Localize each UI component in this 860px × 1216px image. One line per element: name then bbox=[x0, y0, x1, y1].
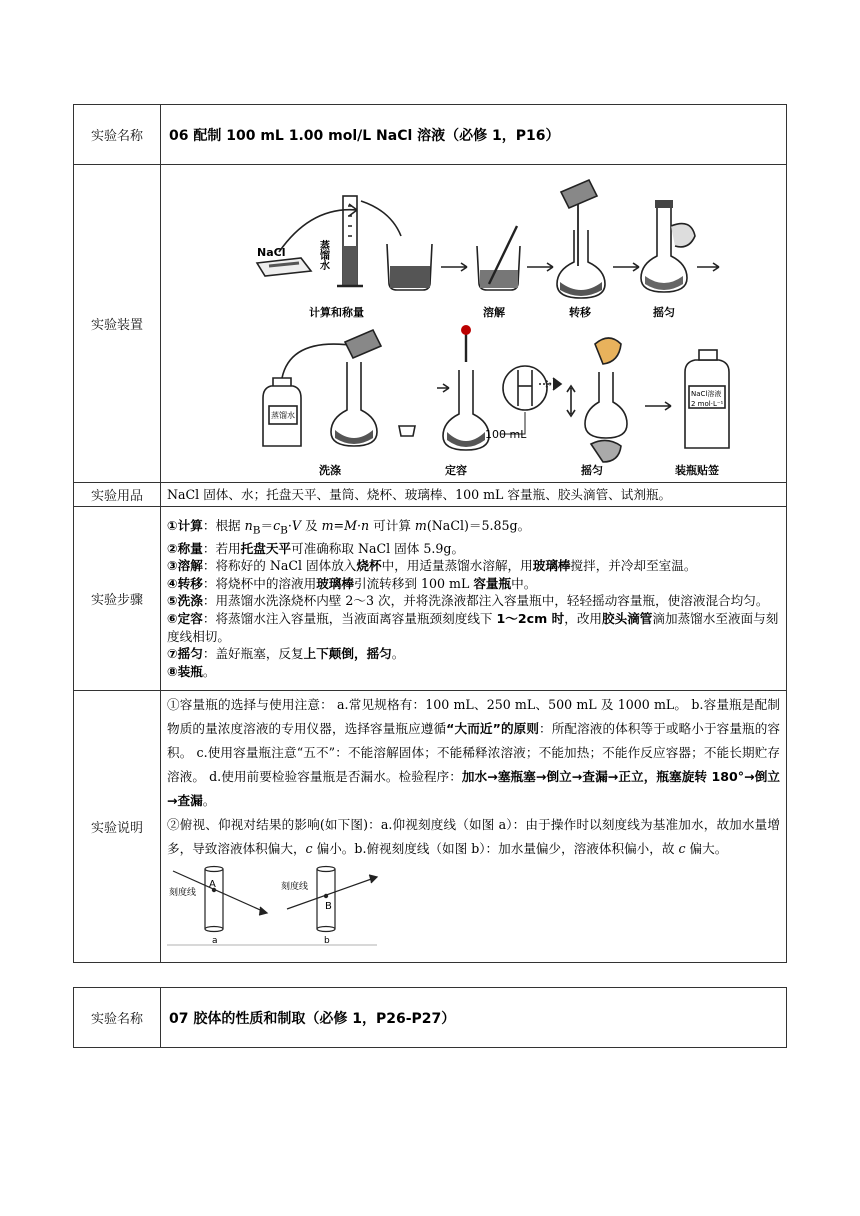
experiment-06-table bbox=[73, 104, 787, 963]
magnifier bbox=[503, 366, 547, 410]
volume-label: 100 mL bbox=[485, 427, 527, 441]
step-4: ④转移：将烧杯中的溶液用玻璃棒引流转移到 100 mL 容量瓶中。 bbox=[167, 575, 537, 591]
wash-bottle-label: 蒸馏水 bbox=[271, 410, 295, 420]
fig-a-scale-label: 刻度线 bbox=[169, 888, 197, 898]
explain-p1: ①容量瓶的选择与使用注意： a.常见规格有：100 mL、250 mL、500 mL 及 1000 mL。 b.容量瓶是配制物质的量浓度溶液的专用仪器，选择容量瓶应遵循“大而近”的原则：所配溶液的体积等于或略小于容量瓶的容积。 c.使用容量瓶注意“五不”：不能溶解固体；不能稀释浓溶液；不能加热；不能作反应容器；不能长期贮存溶液。 d.使用前要检验容量瓶是否漏水。检验程序：加水→塞瓶塞→倒立→查漏→正立，瓶塞旋转 180°→倒立→查漏。 bbox=[167, 697, 780, 808]
nacl-label: NaCl bbox=[257, 245, 286, 259]
step-1: ①计算：根据 $n_B=c_B\cdot V$ 及 m=M·n 可计算 m(NaCl)＝5.85g。 bbox=[167, 517, 531, 537]
name-label: 实验名称 bbox=[74, 105, 161, 165]
explain-p2: ②俯视、仰视对结果的影响(如下图)：a.仰视刻度线（如图 a）：由于操作时以刻度线为基准加水，故加水量增多，导致溶液体积偏大，c 偏小。b.俯视刻度线（如图 b）：加水量偏少，溶液体积偏小，故 c 偏大。 bbox=[167, 817, 780, 856]
steps-cell bbox=[161, 507, 787, 691]
pouring-beaker-2 bbox=[345, 330, 381, 358]
step-bottle-label: 装瓶贴签 bbox=[675, 463, 719, 477]
weighing-paper bbox=[257, 258, 311, 276]
hand-3 bbox=[591, 440, 621, 462]
fig-a-point: A bbox=[209, 879, 216, 890]
hand-1 bbox=[671, 223, 695, 246]
pouring-beaker bbox=[561, 180, 597, 208]
fig-a-caption: a bbox=[212, 936, 218, 946]
step-dissolve: 溶解 bbox=[483, 305, 505, 319]
step-calc-weigh: 计算和称量 bbox=[309, 305, 364, 319]
fig-b-point: B bbox=[325, 901, 332, 912]
fig-b-caption: b bbox=[324, 936, 330, 946]
steps-label: 实验步骤 bbox=[74, 507, 161, 691]
apparatus-figure bbox=[161, 166, 789, 482]
reagent-label-2: 2 mol·L⁻¹ bbox=[691, 399, 724, 408]
stopper bbox=[399, 426, 415, 436]
volumetric-flask-5 bbox=[585, 372, 627, 438]
step-7: ⑦摇匀：盖好瓶塞，反复上下颠倒，摇匀。 bbox=[167, 646, 405, 662]
step-6: ⑥定容：将蒸馏水注入容量瓶，当液面离容量瓶颈刻度线下 1～2cm 时，改用胶头滴管滴加蒸馏水至液面与刻度线相切。 bbox=[167, 611, 779, 644]
apparatus-figure-cell bbox=[161, 165, 787, 483]
wash-tube bbox=[282, 344, 357, 378]
reagent-label-1: NaCl溶液 bbox=[691, 389, 722, 398]
name-label-07: 实验名称 bbox=[74, 988, 161, 1048]
step-transfer: 转移 bbox=[569, 305, 591, 319]
step-fix-volume: 定容 bbox=[445, 463, 467, 477]
experiment-title: 06 配制 100 mL 1.00 mol/L NaCl 溶液（必修 1，P16） bbox=[161, 105, 787, 165]
explain-label: 实验说明 bbox=[74, 691, 161, 963]
hand-2 bbox=[595, 338, 621, 364]
experiment-07-table bbox=[73, 987, 787, 1048]
fig-b-scale-label: 刻度线 bbox=[281, 882, 309, 892]
water-label: 蒸馏水 bbox=[317, 239, 329, 270]
step-8: ⑧装瓶。 bbox=[167, 663, 216, 679]
step-5: ⑤洗涤：用蒸馏水洗涤烧杯内壁 2～3 次，并将洗涤液都注入容量瓶中，轻轻摇动容量瓶，使溶液混合均匀。 bbox=[167, 593, 769, 609]
apparatus-label: 实验装置 bbox=[74, 165, 161, 483]
step-2: ②称量：若用托盘天平可准确称取 NaCl 固体 5.9g。 bbox=[167, 540, 465, 556]
materials-label: 实验用品 bbox=[74, 483, 161, 507]
step-shake-2: 摇匀 bbox=[581, 463, 603, 477]
reading-error-figure bbox=[167, 863, 387, 947]
step-shake-1: 摇匀 bbox=[653, 305, 675, 319]
step-3: ③溶解：将称好的 NaCl 固体放入烧杯中，用适量蒸馏水溶解，用玻璃棒搅拌，并冷却至室温。 bbox=[167, 558, 697, 574]
experiment-title-07: 07 胶体的性质和制取（必修 1，P26-P27） bbox=[161, 988, 787, 1048]
step-wash: 洗涤 bbox=[319, 463, 341, 477]
materials-text: NaCl 固体、水；托盘天平、量筒、烧杯、玻璃棒、100 mL 容量瓶、胶头滴管、试剂瓶。 bbox=[161, 483, 787, 507]
explain-cell bbox=[161, 691, 787, 963]
